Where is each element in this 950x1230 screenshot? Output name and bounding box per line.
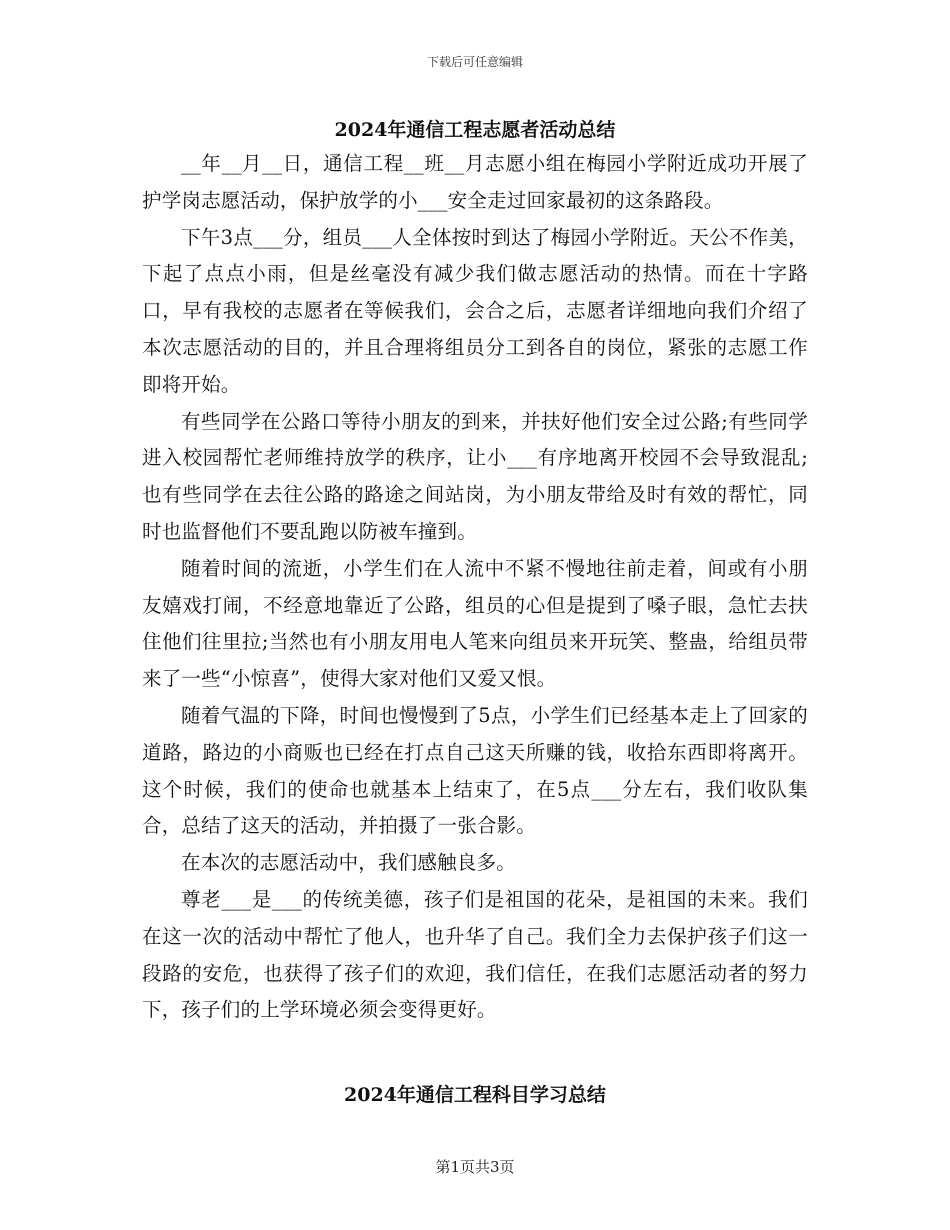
page-footer: 第1页共3页 <box>435 1158 515 1176</box>
paragraph: 有些同学在公路口等待小朋友的到来，并扶好他们安全过公路;有些同学进入校园帮忙老师维持放学的秩序，让小___有序地离开校园不会导致混乱;也有些同学在去往公路的路途之间站岗，为小朋友带给及时有效的帮忙，同时也监督他们不要乱跑以防被车撞到。 <box>142 409 808 543</box>
paragraph: 随着气温的下降，时间也慢慢到了5点，小学生们已经基本走上了回家的道路，路边的小商贩也已经在打点自己这天所赚的钱，收拾东西即将离开。这个时候，我们的使命也就基本上结束了，在5点___分左右，我们收队集合，总结了这天的活动，并拍摄了一张合影。 <box>142 703 808 838</box>
paragraph: 在本次的志愿活动中，我们感触良多。 <box>181 851 516 875</box>
document-body <box>142 146 808 1029</box>
paragraph: 下午3点___分，组员___人全体按时到达了梅园小学附近。天公不作美，下起了点点小雨，但是丝毫没有减少我们做志愿活动的热情。而在十字路口，早有我校的志愿者在等候我们，会合之后，志愿者详细地向我们介绍了本次志愿活动的目的，并且合理将组员分工到各自的岗位，紧张的志愿工作即将开始。 <box>142 225 808 396</box>
paragraph: __年__月__日，通信工程__班__月志愿小组在梅园小学附近成功开展了护学岗志愿活动，保护放学的小___安全走过回家最初的这条路段。 <box>142 152 808 212</box>
document-title: 2024年通信工程志愿者活动总结 <box>334 119 616 141</box>
next-section-title: 2024年通信工程科目学习总结 <box>344 1084 606 1106</box>
header-note: 下载后可任意编辑 <box>426 55 523 69</box>
paragraph: 尊老___是___的传统美德，孩子们是祖国的花朵，是祖国的未来。我们在这一次的活动中帮忙了他人，也升华了自己。我们全力去保护孩子们这一段路的安危，也获得了孩子们的欢迎，我们信任，在我们志愿活动者的努力下，孩子们的上学环境必须会变得更好。 <box>142 887 808 1022</box>
paragraph: 随着时间的流逝，小学生们在人流中不紧不慢地往前走着，间或有小朋友嬉戏打闹，不经意地靠近了公路，组员的心但是提到了嗓子眼，急忙去扶住他们往里拉;当然也有小朋友用电人笔来向组员来开玩笑、整蛊，给组员带来了一些“小惊喜”，使得大家对他们又爱又恨。 <box>142 556 808 691</box>
